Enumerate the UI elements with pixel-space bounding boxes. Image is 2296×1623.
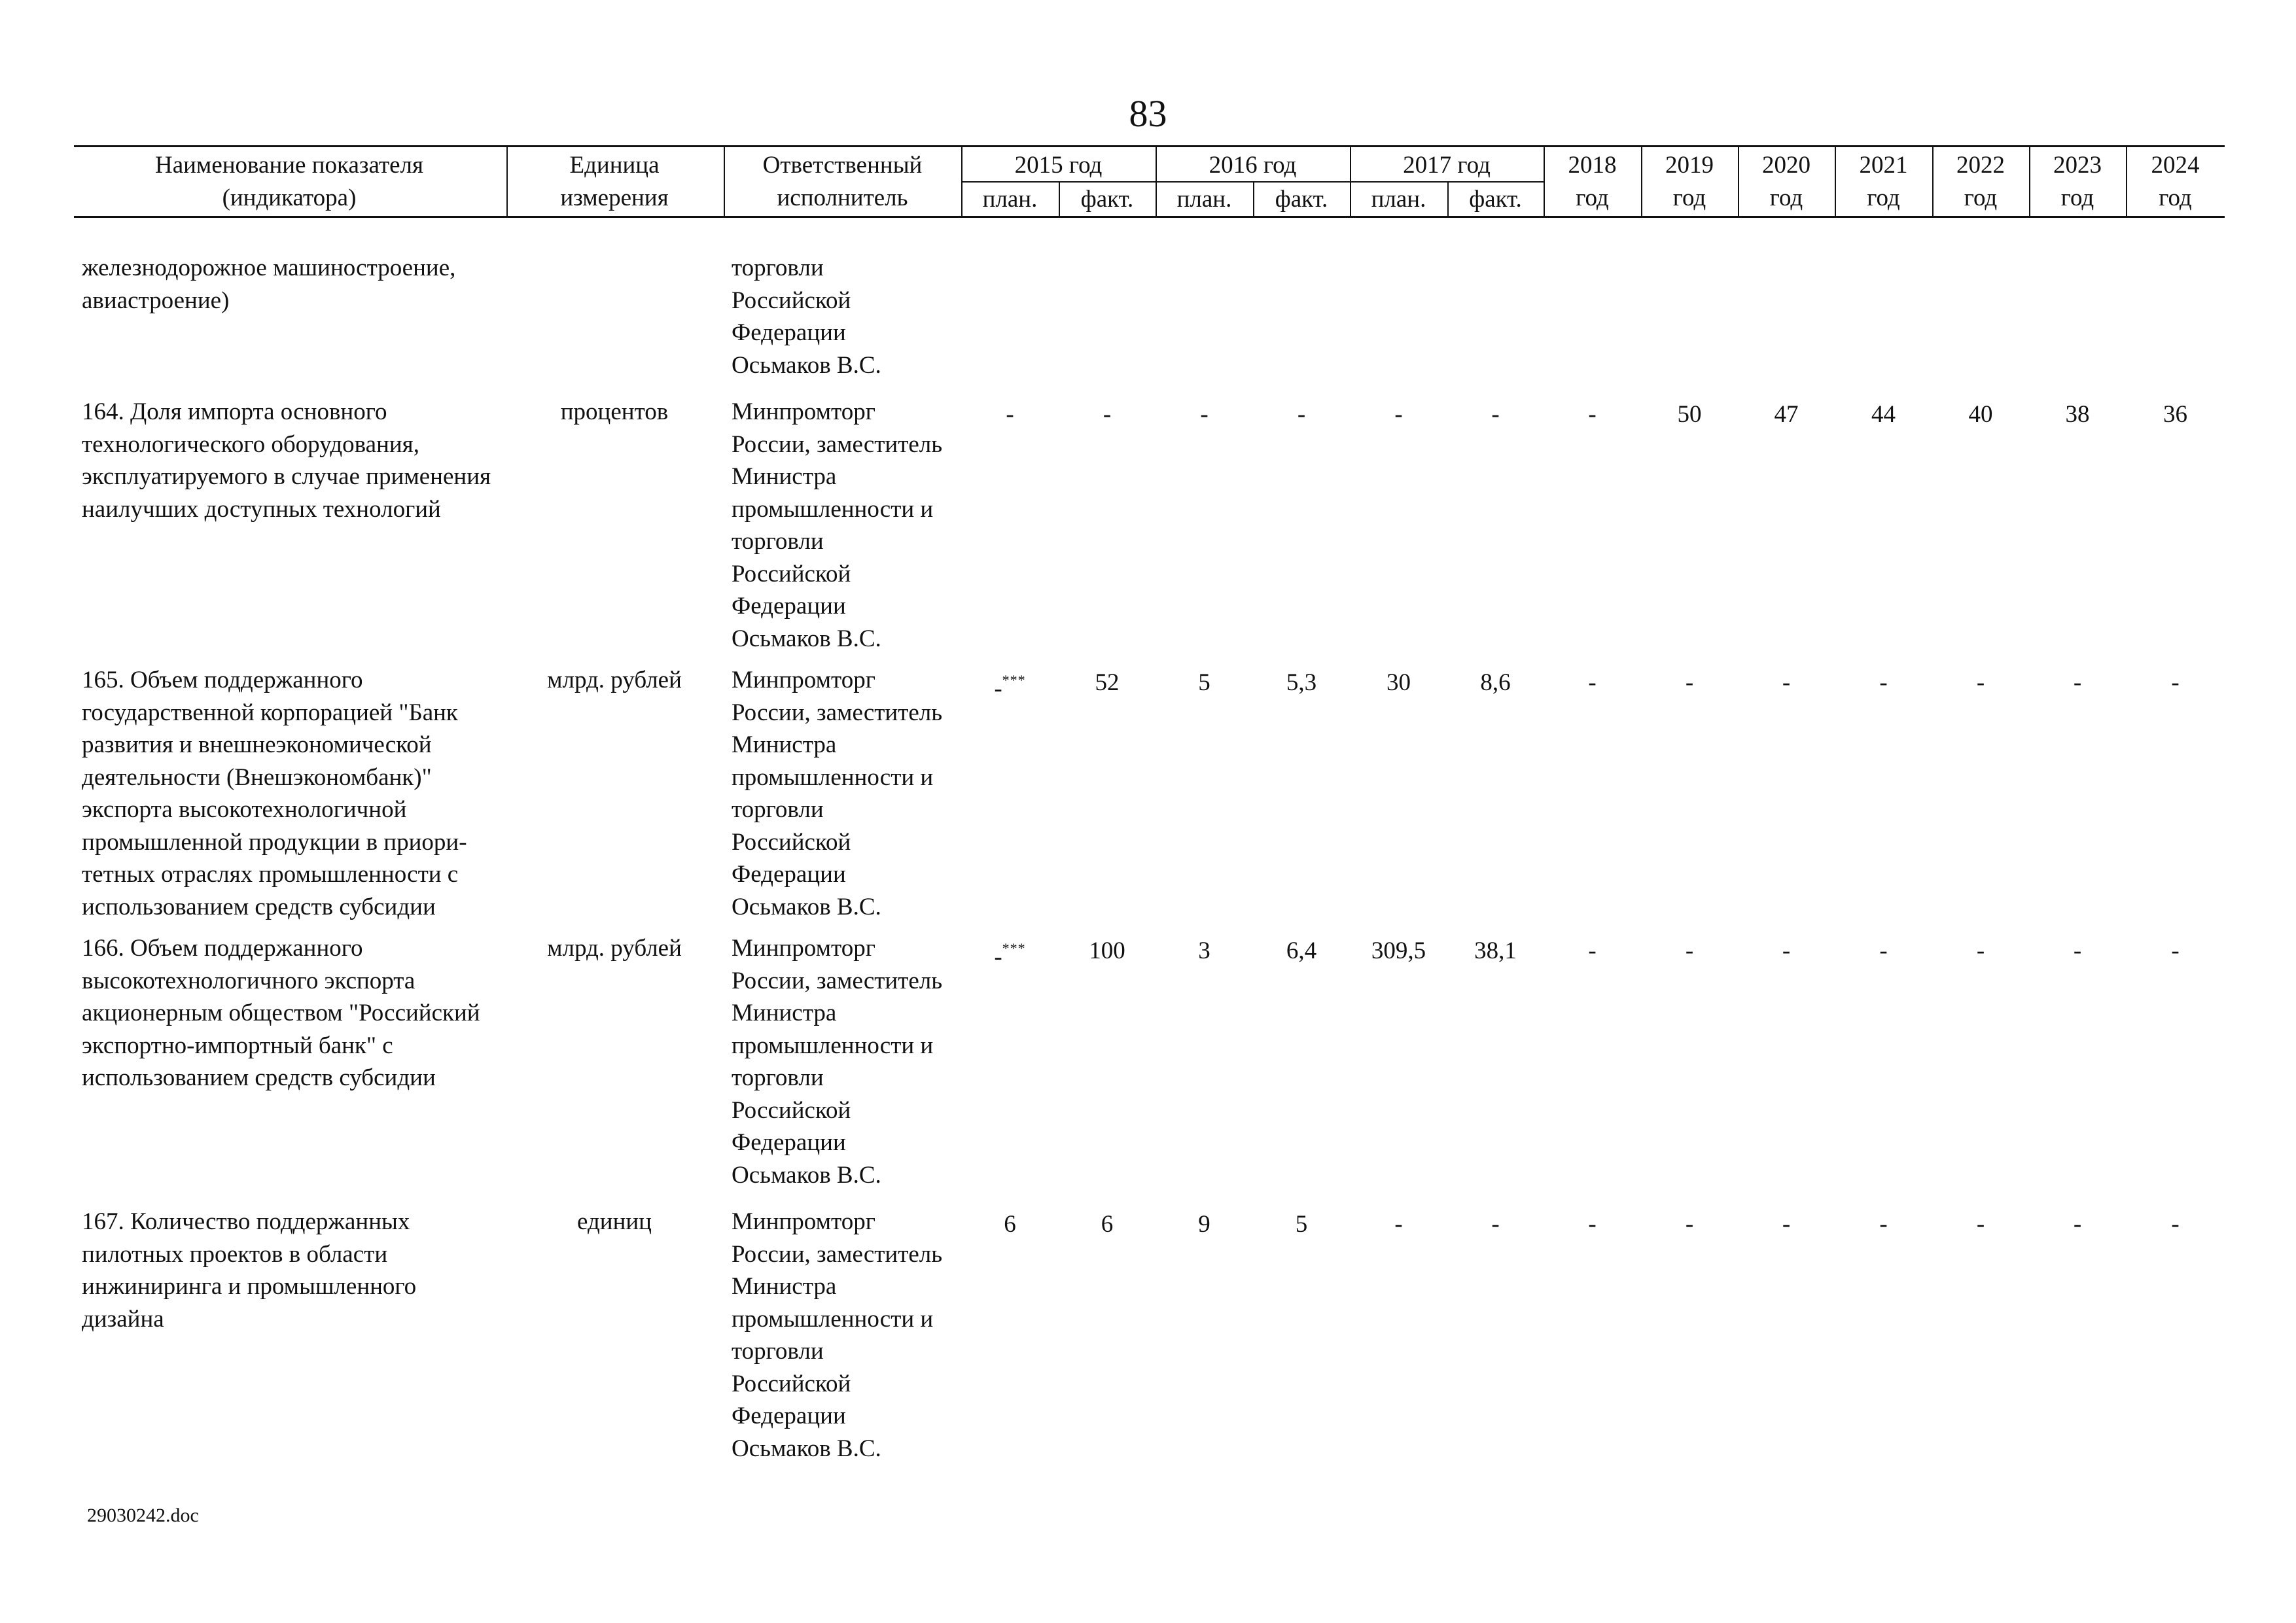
header-name-line2: (индикатора) bbox=[222, 184, 357, 211]
row-value bbox=[1835, 935, 1932, 968]
row-value-text: - bbox=[1782, 937, 1791, 964]
row-value bbox=[1059, 398, 1156, 431]
row-value-text: - bbox=[1685, 669, 1694, 696]
header-year-god: год bbox=[2159, 184, 2192, 211]
row-value bbox=[1544, 935, 1641, 968]
header-plan: план. bbox=[1371, 186, 1426, 213]
row-value bbox=[2126, 1208, 2225, 1241]
header-year-single bbox=[1738, 149, 1835, 215]
row-value bbox=[1738, 398, 1835, 431]
row-value bbox=[2126, 667, 2225, 699]
row-value bbox=[1253, 667, 1350, 699]
header-year-single bbox=[1932, 149, 2029, 215]
row-value-text: - bbox=[2171, 1211, 2180, 1238]
row-value-text: 44 bbox=[1871, 401, 1896, 428]
header-fact: факт. bbox=[1080, 186, 1134, 213]
row-value bbox=[1835, 398, 1932, 431]
row-value bbox=[1253, 935, 1350, 968]
row-value bbox=[1835, 1208, 1932, 1241]
row-value-text: 3 bbox=[1198, 937, 1210, 964]
row-value bbox=[1253, 398, 1350, 431]
row-value bbox=[1641, 935, 1738, 968]
row-indicator-name: 166. Объем поддержанного высокотехнологичного экспорта акционерным обществом "Российский экспортно-импортный банк" с использованием средств субсидии bbox=[82, 935, 480, 1091]
header-resp-line2: исполнитель bbox=[777, 184, 908, 211]
header-unit-line1: Единица bbox=[569, 152, 660, 179]
row-value bbox=[1641, 398, 1738, 431]
row-value-text: 30 bbox=[1386, 669, 1411, 696]
row-value-text: - bbox=[1879, 937, 1888, 964]
header-year-split: 2017 год bbox=[1403, 152, 1491, 179]
row-value-text: 52 bbox=[1095, 669, 1120, 696]
row-value bbox=[1350, 398, 1447, 431]
row-value bbox=[961, 667, 1059, 705]
year-subrule bbox=[1350, 181, 1544, 183]
row-value bbox=[1156, 935, 1253, 968]
footer-filename: 29030242.doc bbox=[87, 1505, 199, 1526]
row-unit: единиц bbox=[577, 1208, 652, 1235]
row-value-text: - bbox=[1976, 937, 1985, 964]
year-subrule bbox=[1156, 181, 1350, 183]
row-value-text: - bbox=[1394, 401, 1403, 428]
row-value-text: 8,6 bbox=[1480, 669, 1511, 696]
header-year-number: 2021 bbox=[1859, 152, 1908, 179]
header-year-number: 2023 bbox=[2053, 152, 2102, 179]
row-value bbox=[961, 1208, 1059, 1241]
header-unit-line2: измерения bbox=[560, 184, 669, 211]
row-value bbox=[1059, 667, 1156, 699]
row-value-text: - bbox=[1588, 1211, 1597, 1238]
year-subrule bbox=[961, 181, 1156, 183]
header-year-single bbox=[1835, 149, 1932, 215]
row-indicator-name: железнодорожное машиностроение, авиастроение) bbox=[82, 254, 456, 314]
row-value bbox=[1447, 1208, 1544, 1241]
row-unit: млрд. рублей bbox=[547, 935, 682, 962]
row-value bbox=[2029, 398, 2126, 431]
row-value bbox=[2029, 1208, 2126, 1241]
row-responsible: Минпромторг России, заместитель Министра промышленности и торговли Российской Федерации Осьмаков В.С. bbox=[732, 935, 943, 1189]
table-top-rule bbox=[74, 145, 2225, 147]
header-year-number: 2024 bbox=[2151, 152, 2200, 179]
row-value-text: 5 bbox=[1295, 1211, 1308, 1238]
row-value-text: - bbox=[1006, 401, 1014, 428]
row-value-text: - bbox=[994, 943, 1002, 971]
page-number: 83 bbox=[1129, 92, 1167, 135]
row-value-text: - bbox=[2073, 1211, 2082, 1238]
row-value-text: 50 bbox=[1677, 401, 1702, 428]
row-value-text: - bbox=[2073, 669, 2082, 696]
row-value bbox=[1156, 1208, 1253, 1241]
row-value-text: - bbox=[2171, 669, 2180, 696]
header-year-god: год bbox=[1769, 184, 1803, 211]
row-indicator-name: 165. Объем поддержанного государственной корпорацией "Банк развития и внешнеэкономической деятельности (Внешэкономбанк)" экспорта высокотехнологичной промышленной продукции в приори- тетных отраслях промышленности с использованием средств субсидии bbox=[82, 667, 467, 920]
header-divider bbox=[506, 145, 508, 217]
row-value bbox=[1447, 667, 1544, 699]
row-value-text: 9 bbox=[1198, 1211, 1210, 1238]
row-value-text: - bbox=[1297, 401, 1306, 428]
row-value bbox=[1350, 935, 1447, 968]
row-value bbox=[961, 398, 1059, 431]
row-value bbox=[2029, 667, 2126, 699]
row-value-text: 6 bbox=[1004, 1211, 1016, 1238]
header-year-number: 2018 bbox=[1568, 152, 1617, 179]
header-year-god: год bbox=[1576, 184, 1609, 211]
header-plan: план. bbox=[1176, 186, 1232, 213]
row-value bbox=[1253, 1208, 1350, 1241]
row-value-text: - bbox=[1588, 401, 1597, 428]
row-value-text: 40 bbox=[1968, 401, 1993, 428]
row-responsible: Минпромторг России, заместитель Министра промышленности и торговли Российской Федерации Осьмаков В.С. bbox=[732, 398, 943, 652]
row-value bbox=[1447, 935, 1544, 968]
row-value-text: 5,3 bbox=[1286, 669, 1317, 696]
row-value bbox=[1544, 667, 1641, 699]
header-year-split: 2015 год bbox=[1014, 152, 1103, 179]
row-value-text: - bbox=[1685, 1211, 1694, 1238]
header-year-number: 2019 bbox=[1665, 152, 1714, 179]
row-value-text: - bbox=[1685, 937, 1694, 964]
header-plan: план. bbox=[982, 186, 1038, 213]
row-value bbox=[2029, 935, 2126, 968]
header-bottom-rule bbox=[74, 216, 2225, 218]
row-value-text: 100 bbox=[1089, 937, 1125, 964]
header-year-single bbox=[1641, 149, 1738, 215]
header-year-god: год bbox=[2060, 184, 2094, 211]
row-value-text: - bbox=[1588, 937, 1597, 964]
row-indicator-name: 164. Доля импорта основного технологического оборудования, эксплуатируемого в случае применения наилучших доступных технологий bbox=[82, 398, 491, 523]
row-value-text: 47 bbox=[1774, 401, 1799, 428]
row-responsible: торговли Российской Федерации Осьмаков В.С. bbox=[732, 254, 881, 379]
row-value bbox=[961, 935, 1059, 973]
row-indicator-name: 167. Количество поддержанных пилотных проектов в области инжиниринга и промышленного дизайна bbox=[82, 1208, 417, 1333]
header-year-god: год bbox=[1867, 184, 1900, 211]
row-value bbox=[1835, 667, 1932, 699]
row-value-text: 38 bbox=[2065, 401, 2090, 428]
row-value-text: 6 bbox=[1101, 1211, 1114, 1238]
row-value bbox=[1932, 398, 2029, 431]
header-responsible bbox=[724, 149, 961, 215]
row-value-text: - bbox=[1976, 669, 1985, 696]
footnote-mark: *** bbox=[1002, 940, 1026, 956]
row-value bbox=[1156, 398, 1253, 431]
row-value bbox=[1544, 398, 1641, 431]
row-value bbox=[1350, 1208, 1447, 1241]
row-value-text: - bbox=[1879, 1211, 1888, 1238]
row-value bbox=[1641, 1208, 1738, 1241]
row-value-text: - bbox=[1394, 1211, 1403, 1238]
header-year-god: год bbox=[1672, 184, 1706, 211]
row-value-text: - bbox=[1588, 669, 1597, 696]
row-value-text: 36 bbox=[2163, 401, 2187, 428]
row-value bbox=[1641, 667, 1738, 699]
header-year-number: 2020 bbox=[1762, 152, 1810, 179]
row-responsible: Минпромторг России, заместитель Министра промышленности и торговли Российской Федерации Осьмаков В.С. bbox=[732, 1208, 943, 1462]
header-year-single bbox=[2126, 149, 2225, 215]
header-year-split: 2016 год bbox=[1209, 152, 1297, 179]
row-value-text: 5 bbox=[1198, 669, 1210, 696]
row-value-text: - bbox=[1103, 401, 1112, 428]
row-value-text: - bbox=[994, 675, 1002, 703]
header-year-god: год bbox=[1964, 184, 1998, 211]
header-divider bbox=[724, 145, 725, 217]
header-unit bbox=[506, 149, 722, 215]
row-value bbox=[1350, 667, 1447, 699]
row-value bbox=[1156, 667, 1253, 699]
row-value bbox=[1738, 935, 1835, 968]
row-value bbox=[1932, 667, 2029, 699]
row-value-text: - bbox=[1200, 401, 1209, 428]
row-responsible: Минпромторг России, заместитель Министра промышленности и торговли Российской Федерации Осьмаков В.С. bbox=[732, 667, 943, 920]
row-value-text: - bbox=[2073, 937, 2082, 964]
row-value bbox=[1544, 1208, 1641, 1241]
row-value-text: - bbox=[1976, 1211, 1985, 1238]
header-name bbox=[74, 149, 504, 215]
row-value-text: - bbox=[1879, 669, 1888, 696]
footnote-mark: *** bbox=[1002, 672, 1026, 688]
header-fact: факт. bbox=[1275, 186, 1328, 213]
row-value bbox=[1738, 1208, 1835, 1241]
header-year-number: 2022 bbox=[1956, 152, 2005, 179]
row-value bbox=[1932, 1208, 2029, 1241]
row-value bbox=[1059, 1208, 1156, 1241]
row-value-text: 6,4 bbox=[1286, 937, 1317, 964]
row-value bbox=[1059, 935, 1156, 968]
row-value-text: - bbox=[1491, 401, 1500, 428]
header-year-single bbox=[2029, 149, 2126, 215]
row-value-text: - bbox=[2171, 937, 2180, 964]
row-value bbox=[2126, 935, 2225, 968]
row-value-text: - bbox=[1782, 1211, 1791, 1238]
row-value bbox=[1447, 398, 1544, 431]
header-fact: факт. bbox=[1469, 186, 1522, 213]
row-value bbox=[2126, 398, 2225, 431]
row-value-text: - bbox=[1491, 1211, 1500, 1238]
row-value-text: - bbox=[1782, 669, 1791, 696]
row-value bbox=[1932, 935, 2029, 968]
row-value-text: 309,5 bbox=[1371, 937, 1426, 964]
row-unit: процентов bbox=[560, 398, 669, 425]
row-value-text: 38,1 bbox=[1474, 937, 1517, 964]
indicators-table bbox=[74, 0, 2225, 1623]
row-unit: млрд. рублей bbox=[547, 667, 682, 693]
header-year-single bbox=[1544, 149, 1641, 215]
header-resp-line1: Ответственный bbox=[762, 152, 923, 179]
header-name-line1: Наименование показателя bbox=[154, 152, 424, 179]
row-value bbox=[1738, 667, 1835, 699]
